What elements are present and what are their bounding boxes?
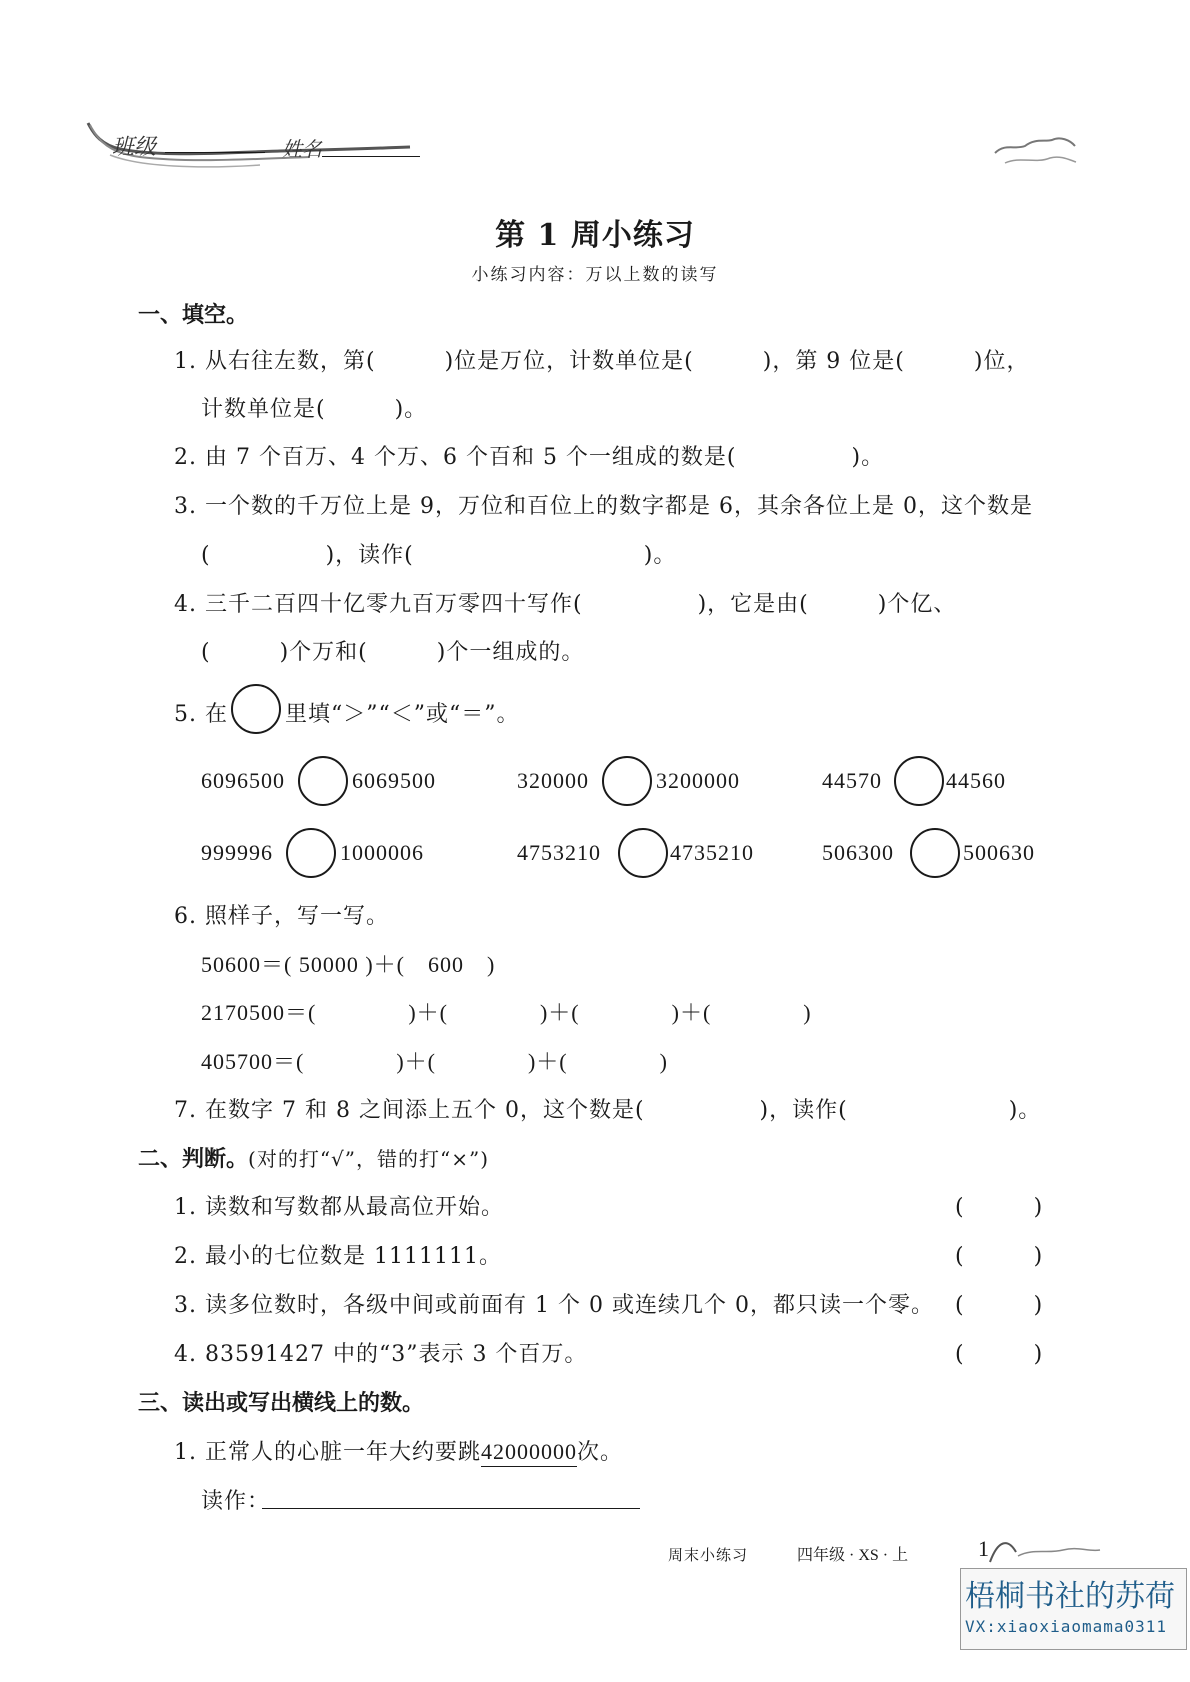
q7: 7. 在数字 7 和 8 之间添上五个 0，这个数是( )，读作( )。 — [174, 1098, 1042, 1123]
page-title: 第 1 周小练习 — [495, 218, 695, 253]
footer-cloud-decoration — [988, 1532, 1108, 1572]
judge-blank-3[interactable]: ( ) — [955, 1293, 1044, 1318]
s3-q1-suffix: 次。 — [576, 1440, 623, 1465]
q6-line2: 405700＝( )＋( )＋( ) — [201, 1049, 668, 1074]
section1-heading: 一、填空。 — [138, 303, 249, 328]
name-field[interactable] — [322, 156, 420, 157]
q3-line1: 3. 一个数的千万位上是 9，万位和百位上的数字都是 6，其余各位上是 0，这个数是 — [174, 494, 1033, 519]
q4-line1: 4. 三千二百四十亿零九百万零四十写作( )，它是由( )个亿、 — [174, 592, 957, 617]
compare-right-3: 44560 — [946, 768, 1006, 793]
watermark-box — [960, 1568, 1187, 1650]
footer-grade: 四年级 · XS · 上 — [797, 1547, 909, 1564]
compare-left-2: 320000 — [517, 768, 589, 793]
section3-heading: 三、读出或写出横线上的数。 — [138, 1391, 425, 1416]
compare-left-1: 6096500 — [201, 768, 285, 793]
q2: 2. 由 7 个百万、4 个万、6 个百和 5 个一组成的数是( )。 — [174, 445, 885, 470]
compare-circle-3[interactable] — [894, 756, 944, 806]
compare-circle-5[interactable] — [618, 828, 668, 878]
compare-circle-4[interactable] — [286, 828, 336, 878]
class-field[interactable] — [165, 152, 265, 153]
compare-left-5: 4753210 — [517, 840, 601, 865]
judge-blank-2[interactable]: ( ) — [955, 1244, 1044, 1269]
compare-circle-1[interactable] — [298, 756, 348, 806]
watermark-line1: 梧桐书社的苏荷 — [965, 1579, 1175, 1614]
compare-left-6: 506300 — [822, 840, 894, 865]
section2-note: (对的打“√”，错的打“×”) — [248, 1147, 490, 1171]
s3-q1-prefix: 1. 正常人的心脏一年大约要跳 — [174, 1440, 481, 1465]
compare-circle-example — [231, 684, 281, 734]
read-answer-line[interactable] — [262, 1508, 640, 1509]
q1-line1: 1. 从右往左数，第( )位是万位，计数单位是( )，第 9 位是( )位， — [174, 349, 1030, 374]
section2-heading: 二、判断。 — [138, 1147, 249, 1172]
page-subtitle: 小练习内容：万以上数的读写 — [471, 265, 719, 285]
judge-item-2: 2. 最小的七位数是 1111111。 — [174, 1244, 502, 1269]
cloud-decoration — [990, 128, 1080, 173]
q5-prefix: 5. 在 — [174, 702, 228, 727]
compare-left-4: 999996 — [201, 840, 273, 865]
compare-right-2: 3200000 — [656, 768, 740, 793]
s3-q1 — [174, 1435, 623, 1466]
section2-heading-row — [138, 1142, 489, 1173]
q6-line1: 2170500＝( )＋( )＋( )＋( ) — [201, 1000, 812, 1025]
q6-example: 50600＝( 50000 )＋( 600 ) — [201, 952, 496, 977]
watermark-line2: VX:xiaoxiaomama0311 — [965, 1617, 1168, 1636]
q4-line2: ( )个万和( )个一组成的。 — [201, 640, 585, 665]
compare-right-6: 500630 — [963, 840, 1035, 865]
compare-right-5: 4735210 — [670, 840, 754, 865]
compare-left-3: 44570 — [822, 768, 882, 793]
compare-right-4: 1000006 — [340, 840, 424, 865]
s3-q1-number: 42000000 — [481, 1439, 577, 1467]
judge-blank-4[interactable]: ( ) — [955, 1342, 1044, 1367]
judge-item-3: 3. 读多位数时，各级中间或前面有 1 个 0 或连续几个 0，都只读一个零。 — [174, 1293, 934, 1318]
read-label: 读作： — [201, 1489, 271, 1514]
class-label: 班级 — [112, 135, 157, 160]
compare-circle-6[interactable] — [910, 828, 960, 878]
q5-suffix: 里填“＞”“＜”或“＝”。 — [285, 702, 520, 727]
compare-circle-2[interactable] — [602, 756, 652, 806]
judge-item-1: 1. 读数和写数都从最高位开始。 — [174, 1195, 504, 1220]
judge-item-4: 4. 83591427 中的“3”表示 3 个百万。 — [174, 1342, 588, 1367]
q1-line2: 计数单位是( )。 — [201, 397, 428, 422]
compare-right-1: 6069500 — [352, 768, 436, 793]
footer-book: 周末小练习 — [668, 1546, 749, 1564]
page-number: 1 — [978, 1536, 989, 1561]
q6: 6. 照样子，写一写。 — [174, 904, 389, 929]
name-label: 姓名 — [282, 137, 322, 161]
judge-blank-1[interactable]: ( ) — [955, 1195, 1044, 1220]
q3-line2: ( )，读作( )。 — [201, 543, 677, 568]
